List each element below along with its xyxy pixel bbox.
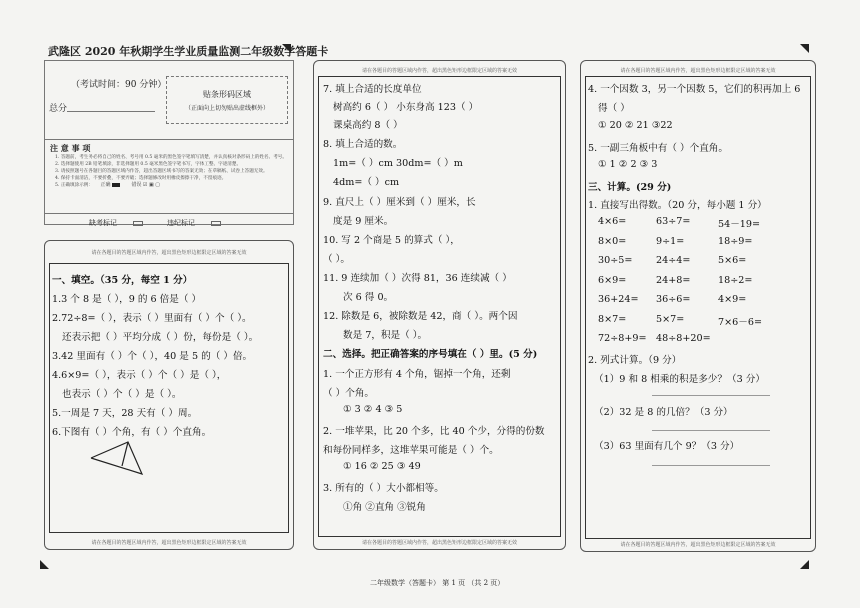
calc-item: 18÷9= bbox=[718, 235, 753, 247]
section-fill-blank: 一、填空。（35 分，每空 1 分） bbox=[52, 275, 193, 286]
question-line: 1. 一个正方形有 4 个角，锯掉一个角，还剩 bbox=[323, 369, 511, 380]
page-footer: 二年级数学（答题卡） 第 1 页 （共 2 页） bbox=[370, 579, 505, 587]
corner-mark-icon bbox=[800, 44, 809, 53]
calc-item: 7×6－6= bbox=[718, 316, 762, 328]
calc-item: 9÷1= bbox=[656, 235, 685, 247]
note-item: 1. 答题前，考生务必将自己的姓名、考号用 0.5 毫米的黑色签字笔填写清楚，并认真核对条形码上的姓名、考号。 bbox=[55, 155, 287, 160]
question-line: 12. 除数是 6，被除数是 42，商（ ）。两个因 bbox=[323, 311, 518, 322]
question-line: 10. 写 2 个商是 5 的算式（ ）， bbox=[323, 235, 460, 246]
choice-options: ① 20 ② 21 ③22 bbox=[598, 120, 673, 131]
question-line: 3. 所有的（ ）大小都相等。 bbox=[323, 483, 444, 494]
barcode-title: 贴条形码区域 bbox=[203, 90, 251, 99]
score-line[interactable] bbox=[67, 111, 155, 112]
notes-title: 注 意 事 项 bbox=[50, 143, 91, 153]
calc-item: 36÷6= bbox=[656, 294, 691, 305]
barcode-subtitle: （正面向上切勿贴出虚线框外） bbox=[184, 105, 269, 112]
warning-text: 请在各题目的答题区域内作答，超出黑色矩形边框限定区域的答案无效 bbox=[620, 68, 776, 74]
section-choice: 二、选择。把正确答案的序号填在（ ）里。(5 分) bbox=[323, 349, 538, 360]
warning-text: 请在各题目的答题区域内作答，超出黑色矩形边框限定区域的答案无效 bbox=[361, 540, 517, 546]
violation-checkbox[interactable] bbox=[211, 221, 221, 226]
question-line: 7. 填上合适的长度单位 bbox=[323, 84, 422, 95]
barcode-area bbox=[166, 76, 288, 124]
notes-list bbox=[55, 154, 287, 189]
answer-line[interactable] bbox=[652, 465, 770, 466]
choice-options: ① 3 ② 4 ③ 5 bbox=[343, 404, 403, 415]
warning-text: 请在各题目的答题区域内作答，超出黑色矩形边框限定区域的答案无效 bbox=[620, 542, 776, 548]
calc-item: 8×7= bbox=[598, 313, 627, 325]
question-line: 4. 一个因数 3，另一个因数 5，它们的积再加上 6 bbox=[588, 84, 801, 95]
question-line: 和每份同样多，这堆苹果可能是（ ）个。 bbox=[323, 445, 499, 456]
page-title: 武隆区 2020 年秋期学生学业质量监测二年级数学答题卡 bbox=[48, 45, 329, 58]
answer-area-col3 bbox=[580, 60, 816, 552]
corner-mark-icon bbox=[40, 560, 49, 569]
warning-text: 请在各题目的答题区域内作答，超出黑色矩形边框限定区域的答案无效 bbox=[361, 68, 517, 74]
calc-item: 36+24= bbox=[598, 294, 639, 305]
exam-time: （考试时间：90 分钟） bbox=[71, 80, 167, 90]
question-line: 课桌高约 8（ ） bbox=[333, 120, 403, 131]
question-line: 2.72÷8=（ ），表示（ ）里面有（ ）个（ ）。 bbox=[52, 313, 252, 324]
question-line: 11. 9 连续加（ ）次得 81，36 连续减（ ） bbox=[323, 273, 512, 284]
answer-line[interactable] bbox=[652, 430, 770, 431]
missing-label: 缺考标记 bbox=[89, 219, 117, 227]
violation-label: 违纪标记 bbox=[167, 219, 195, 227]
calc-item: 8×0= bbox=[598, 235, 627, 247]
calc-item: 24÷4= bbox=[656, 255, 691, 266]
question-line: 8. 填上合适的数。 bbox=[323, 139, 403, 150]
note-item: 4. 保持卡面清洁，不要折叠，不要弄破；选择题修改时用橡皮擦擦干净，不留痕迹。 bbox=[55, 176, 227, 181]
calc-item: 6×9= bbox=[598, 274, 627, 286]
score-label: 总分 bbox=[49, 104, 68, 114]
missing-checkbox[interactable] bbox=[133, 221, 143, 226]
choice-options: ①角 ②直角 ③锐角 bbox=[343, 502, 426, 513]
choice-options: ① 1 ② 2 ③ 3 bbox=[598, 159, 658, 170]
question-line: 得（ ） bbox=[598, 103, 630, 114]
calc-item: 18÷2= bbox=[718, 274, 753, 286]
header-box bbox=[44, 60, 294, 225]
calc-item: 63÷7= bbox=[656, 216, 691, 227]
subsection-direct: 1. 直接写出得数。（20 分，每小题 1 分） bbox=[588, 200, 767, 211]
word-problem: （2）32 是 8 的几倍？（3 分） bbox=[594, 407, 733, 418]
answer-area-col2 bbox=[313, 60, 566, 550]
calc-item: 5×6= bbox=[718, 255, 747, 266]
question-line: 4dm=（ ）cm bbox=[333, 177, 400, 188]
calc-item: 72÷8+9= bbox=[598, 333, 647, 344]
calc-item: 54－19= bbox=[718, 219, 761, 230]
question-line: 次 6 得 0。 bbox=[343, 292, 394, 303]
calc-item: 4×6= bbox=[598, 216, 627, 227]
violation-mark bbox=[167, 218, 221, 228]
word-problem: （1）9 和 8 相乘的积是多少？（3 分） bbox=[594, 374, 765, 385]
warning-text: 请在各题目的答题区域内作答，超出黑色矩形边框限定区域的答案无效 bbox=[91, 540, 247, 546]
corner-mark-icon bbox=[800, 560, 809, 569]
warning-text: 请在各题目的答题区域内作答，超出黑色矩形边框限定区域的答案无效 bbox=[91, 250, 247, 256]
calc-item: 5×7= bbox=[656, 313, 685, 325]
note-item: 2. 选择题使用 2B 铅笔填涂，非选择题用 0.5 毫米黑色签字笔书写，字体工整、字迹清楚。 bbox=[55, 162, 242, 167]
question-line: 也表示（ ）个（ ）是（ ）。 bbox=[62, 389, 182, 400]
fill-wrong-icon: ☑ ▣ ▢ bbox=[142, 182, 161, 188]
question-line: 度是 9 厘米。 bbox=[333, 216, 394, 227]
question-line: 5.一周是 7 天，28 天有（ ）周。 bbox=[52, 408, 198, 419]
question-line: 9. 直尺上（ ）厘米到（ ）厘米，长 bbox=[323, 197, 476, 208]
note-item: 3. 请按照题号在各题目的答题区域内作答，超出答题区域书写的答案无效；在草稿纸、试卷上答题无效。 bbox=[55, 169, 268, 174]
question-line: 4.6×9=（ ），表示（ ）个（ ）是（ ）， bbox=[52, 370, 227, 381]
calc-item: 30÷5= bbox=[598, 255, 633, 266]
choice-options: ① 16 ② 25 ③ 49 bbox=[343, 461, 421, 472]
question-line: 树高约 6（ ） 小东身高 123（ ） bbox=[333, 102, 479, 113]
subsection-written: 2. 列式计算。（9 分） bbox=[588, 355, 682, 366]
fill-correct-icon bbox=[112, 183, 120, 187]
question-line: （ ）。 bbox=[323, 254, 351, 265]
question-line: 1.3 个 8 是（ ），9 的 6 倍是（ ） bbox=[52, 294, 202, 305]
calc-item: 24+8= bbox=[656, 274, 691, 286]
answer-line[interactable] bbox=[652, 395, 770, 396]
calc-item: 48÷8+20= bbox=[656, 333, 711, 344]
word-problem: （3）63 里面有几个 9？（3 分） bbox=[594, 441, 740, 452]
section-calculation: 三、计算。(29 分) bbox=[588, 182, 672, 193]
missing-exam-mark bbox=[89, 218, 143, 228]
fill-correct-label: 正确 bbox=[100, 182, 111, 188]
question-line: 5. 一副三角板中有（ ）个直角。 bbox=[588, 143, 728, 154]
question-line: 3.42 里面有（ ）个（ ），40 是 5 的（ ）倍。 bbox=[52, 351, 253, 362]
question-line: 1m=（ ）cm 30dm=（ ）m bbox=[333, 158, 463, 169]
question-line: 还表示把（ ）平均分成（ ）份，每份是（ ）。 bbox=[62, 332, 259, 343]
angle-ray bbox=[122, 442, 128, 466]
angle-figure bbox=[88, 438, 148, 480]
note-item bbox=[55, 182, 287, 189]
question-line: （ ）个角。 bbox=[323, 388, 375, 399]
fill-example-label: 5. 正确填涂示例： bbox=[55, 183, 94, 188]
fill-wrong-label: 错误 bbox=[131, 182, 142, 188]
question-line: 2. 一堆苹果，比 20 个多，比 40 个少，分得的份数 bbox=[323, 426, 545, 437]
calc-item: 4×9= bbox=[718, 294, 747, 305]
question-line: 数是 7，积是（ ）。 bbox=[343, 330, 428, 341]
triangle-shape bbox=[91, 442, 142, 474]
question-line: 6.下图有（ ）个角，有（ ）个直角。 bbox=[52, 427, 212, 438]
